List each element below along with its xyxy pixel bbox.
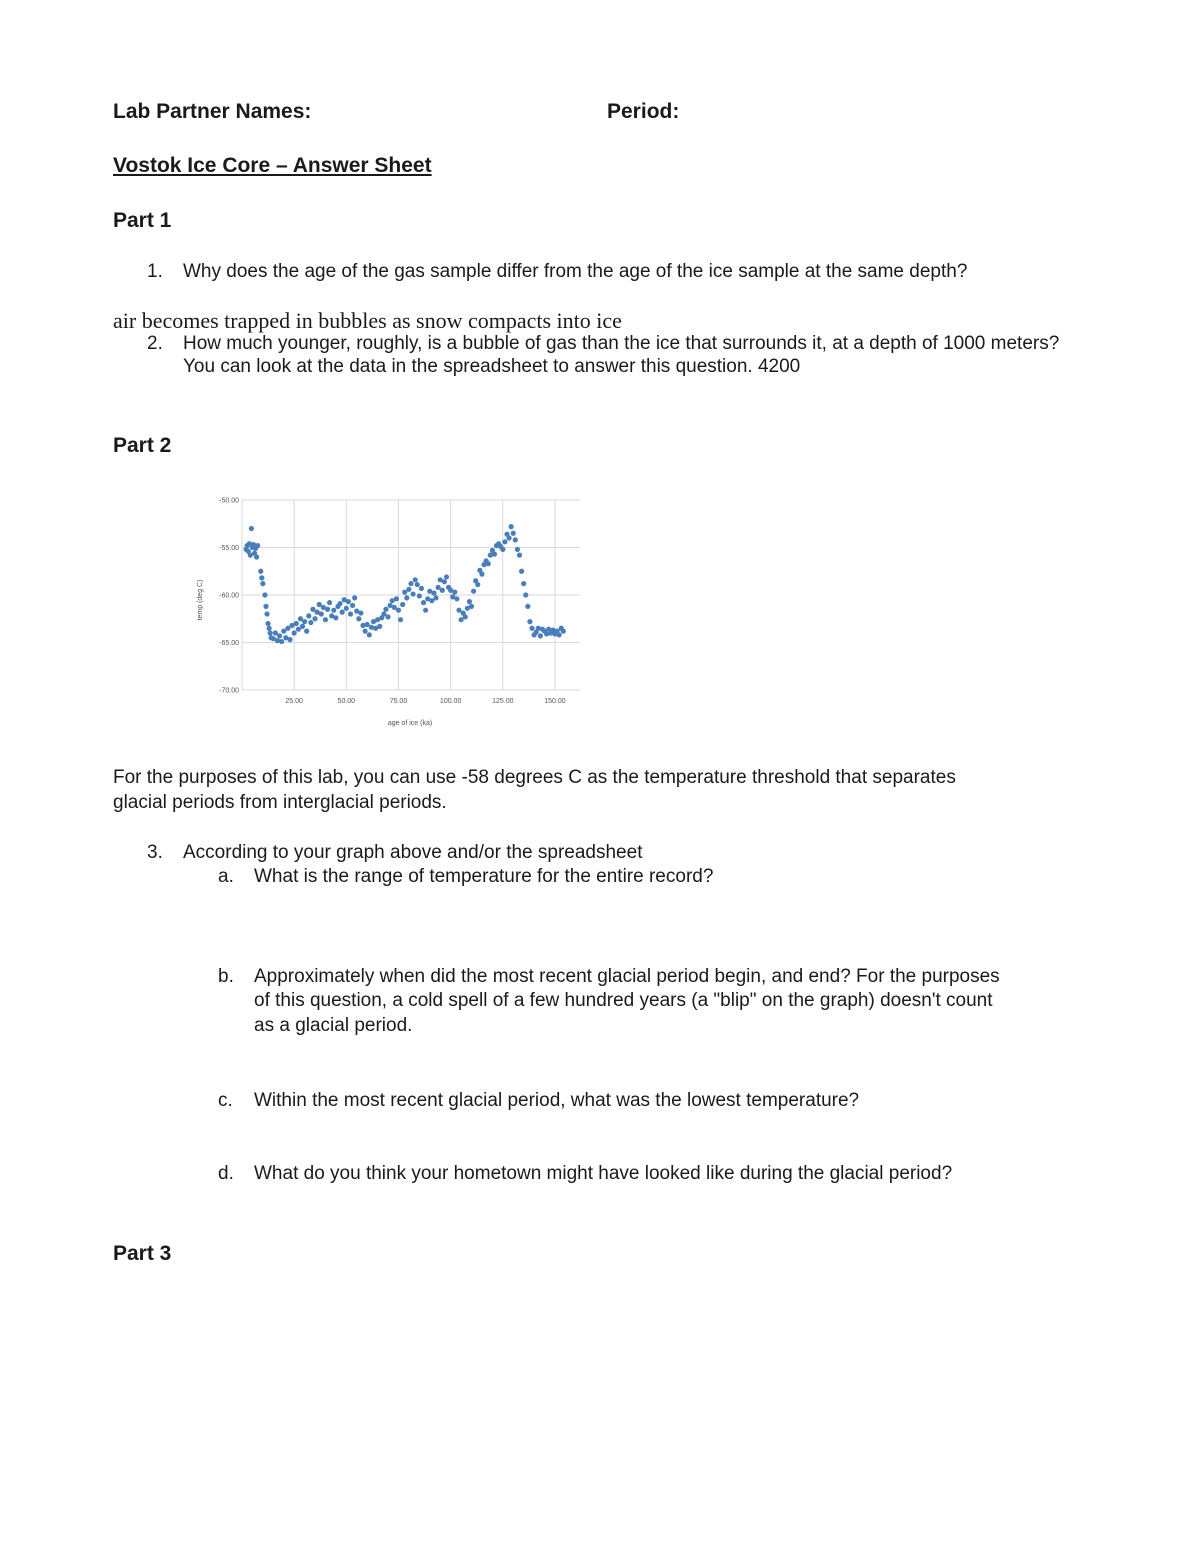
data-point [249, 526, 254, 531]
question-3 [147, 842, 642, 864]
data-point [506, 535, 511, 540]
data-point [561, 629, 566, 634]
data-point [356, 616, 361, 621]
data-point [323, 617, 328, 622]
data-point [452, 590, 457, 595]
data-point [525, 604, 530, 609]
data-point [529, 626, 534, 631]
data-point [469, 604, 474, 609]
data-point [352, 595, 357, 600]
question-1-answer: air becomes trapped in bubbles as snow compacts into ice [113, 308, 622, 333]
data-point [287, 637, 292, 642]
data-point [340, 610, 345, 615]
y-tick-label: -50.00 [219, 497, 239, 505]
data-point [348, 611, 353, 616]
question-3a [218, 866, 713, 888]
data-point [262, 592, 267, 597]
question-3b [218, 966, 1000, 988]
data-point [463, 614, 468, 619]
data-point [538, 633, 543, 638]
data-point [277, 633, 282, 638]
data-point [502, 539, 507, 544]
data-point [260, 581, 265, 586]
x-tick-label: 100.00 [439, 698, 462, 705]
question-3-text: According to your graph above and/or the spreadsheet [183, 842, 643, 863]
data-point [479, 572, 484, 577]
question-3b-label: b. [218, 966, 234, 987]
x-tick-label: 75.00 [389, 698, 408, 705]
data-point [444, 574, 449, 579]
data-point [433, 595, 438, 600]
data-point [350, 603, 355, 608]
data-point [377, 624, 382, 629]
data-point [513, 537, 518, 542]
data-point [265, 621, 270, 626]
data-point [419, 586, 424, 591]
data-point [408, 581, 413, 586]
data-point [319, 611, 324, 616]
data-point [400, 602, 405, 607]
data-point [527, 619, 532, 624]
y-tick-label: -55.00 [219, 545, 239, 552]
data-point [254, 554, 259, 559]
data-point [454, 596, 459, 601]
data-point [294, 621, 299, 626]
chart-y-axis-label: temp (deg C) [197, 579, 204, 621]
data-point [383, 607, 388, 612]
data-point [475, 582, 480, 587]
data-point [385, 614, 390, 619]
question-3b-line-3: as a glacial period. [254, 1015, 413, 1036]
question-2-number: 2. [147, 333, 163, 354]
data-point [413, 577, 418, 582]
data-point [258, 569, 263, 574]
data-point [511, 531, 516, 536]
data-point [362, 629, 367, 634]
question-1-number: 1. [147, 261, 163, 282]
x-tick-label: 25.00 [285, 698, 303, 705]
question-3d-label: d. [218, 1163, 234, 1184]
data-point [346, 599, 351, 604]
chart-points [244, 524, 566, 644]
question-3c-label: c. [218, 1090, 233, 1111]
question-2 [147, 333, 1059, 355]
data-point [279, 639, 284, 644]
page-title: Vostok Ice Core – Answer Sheet [113, 154, 432, 177]
data-point [404, 595, 409, 600]
data-point [410, 591, 415, 596]
data-point [442, 579, 447, 584]
data-point [467, 599, 472, 604]
data-point [515, 547, 520, 552]
data-point [523, 592, 528, 597]
data-point [415, 582, 420, 587]
data-point [304, 629, 309, 634]
question-3a-text: What is the range of temperature for the entire record? [254, 866, 714, 887]
data-point [398, 617, 403, 622]
data-point [431, 591, 436, 596]
threshold-note-line-2: glacial periods from interglacial periods. [113, 792, 447, 813]
question-3d [218, 1163, 952, 1185]
data-point [331, 608, 336, 613]
question-3-number: 3. [147, 842, 163, 863]
part-3-heading: Part 3 [113, 1242, 172, 1265]
data-point [263, 604, 268, 609]
question-3b-text: Approximately when did the most recent glacial period begin, and end? For the purposes [254, 966, 1000, 987]
data-point [406, 587, 411, 592]
question-3c [218, 1090, 859, 1112]
question-3b-line-2: of this question, a cold spell of a few hundred years (a "blip" on the graph) doesn't count [254, 990, 993, 1011]
question-1-text: Why does the age of the gas sample differ from the age of the ice sample at the same depth? [183, 261, 968, 282]
question-3a-label: a. [218, 866, 234, 887]
question-2-text: How much younger, roughly, is a bubble of gas than the ice that surrounds it, at a depth of 1000 meters? [183, 333, 1060, 354]
y-tick-label: -65.00 [219, 640, 239, 647]
data-point [259, 575, 264, 580]
part-1-heading: Part 1 [113, 209, 172, 232]
data-point [519, 569, 524, 574]
question-2-line-2: You can look at the data in the spreadsheet to answer this question. 4200 [183, 356, 801, 377]
chart-y-ticks [219, 498, 239, 695]
part-2-heading: Part 2 [113, 434, 172, 457]
data-point [521, 581, 526, 586]
data-point [337, 601, 342, 606]
data-point [492, 552, 497, 557]
question-1 [147, 261, 967, 283]
x-tick-label: 50.00 [337, 698, 356, 705]
chart-x-axis-label: age of ice (ka) [387, 720, 433, 727]
data-point [417, 593, 422, 598]
x-tick-label: 150.00 [544, 698, 566, 705]
y-tick-label: -70.00 [219, 687, 239, 695]
question-3c-text: Within the most recent glacial period, what was the lowest temperature? [254, 1090, 860, 1111]
data-point [440, 588, 445, 593]
data-point [344, 606, 349, 611]
data-point [333, 615, 338, 620]
threshold-note-line-1: For the purposes of this lab, you can use -58 degrees C as the temperature threshold that separates [113, 767, 956, 788]
data-point [268, 630, 273, 635]
data-point [509, 524, 514, 529]
data-point [255, 543, 260, 548]
data-point [517, 553, 522, 558]
data-point [300, 624, 305, 629]
data-point [421, 600, 426, 605]
data-point [500, 547, 505, 552]
y-tick-label: -60.00 [219, 592, 239, 600]
data-point [302, 619, 307, 624]
question-3d-text: What do you think your hometown might have looked like during the glacial period? [254, 1163, 953, 1184]
data-point [292, 630, 297, 635]
temperature-scatter-chart [190, 490, 590, 735]
data-point [358, 610, 363, 615]
lab-partner-names-label: Lab Partner Names: [113, 100, 312, 123]
data-point [308, 620, 313, 625]
data-point [557, 632, 562, 637]
chart-x-ticks [285, 698, 565, 705]
data-point [423, 608, 428, 613]
data-point [471, 589, 476, 594]
data-point [394, 596, 399, 601]
data-point [325, 607, 330, 612]
data-point [267, 626, 272, 631]
period-label: Period: [607, 100, 680, 123]
data-point [264, 611, 269, 616]
data-point [486, 561, 491, 566]
data-point [396, 608, 401, 613]
data-point [312, 616, 317, 621]
x-tick-label: 125.00 [492, 698, 514, 705]
data-point [367, 632, 372, 637]
data-point [306, 613, 311, 618]
data-point [327, 600, 332, 605]
